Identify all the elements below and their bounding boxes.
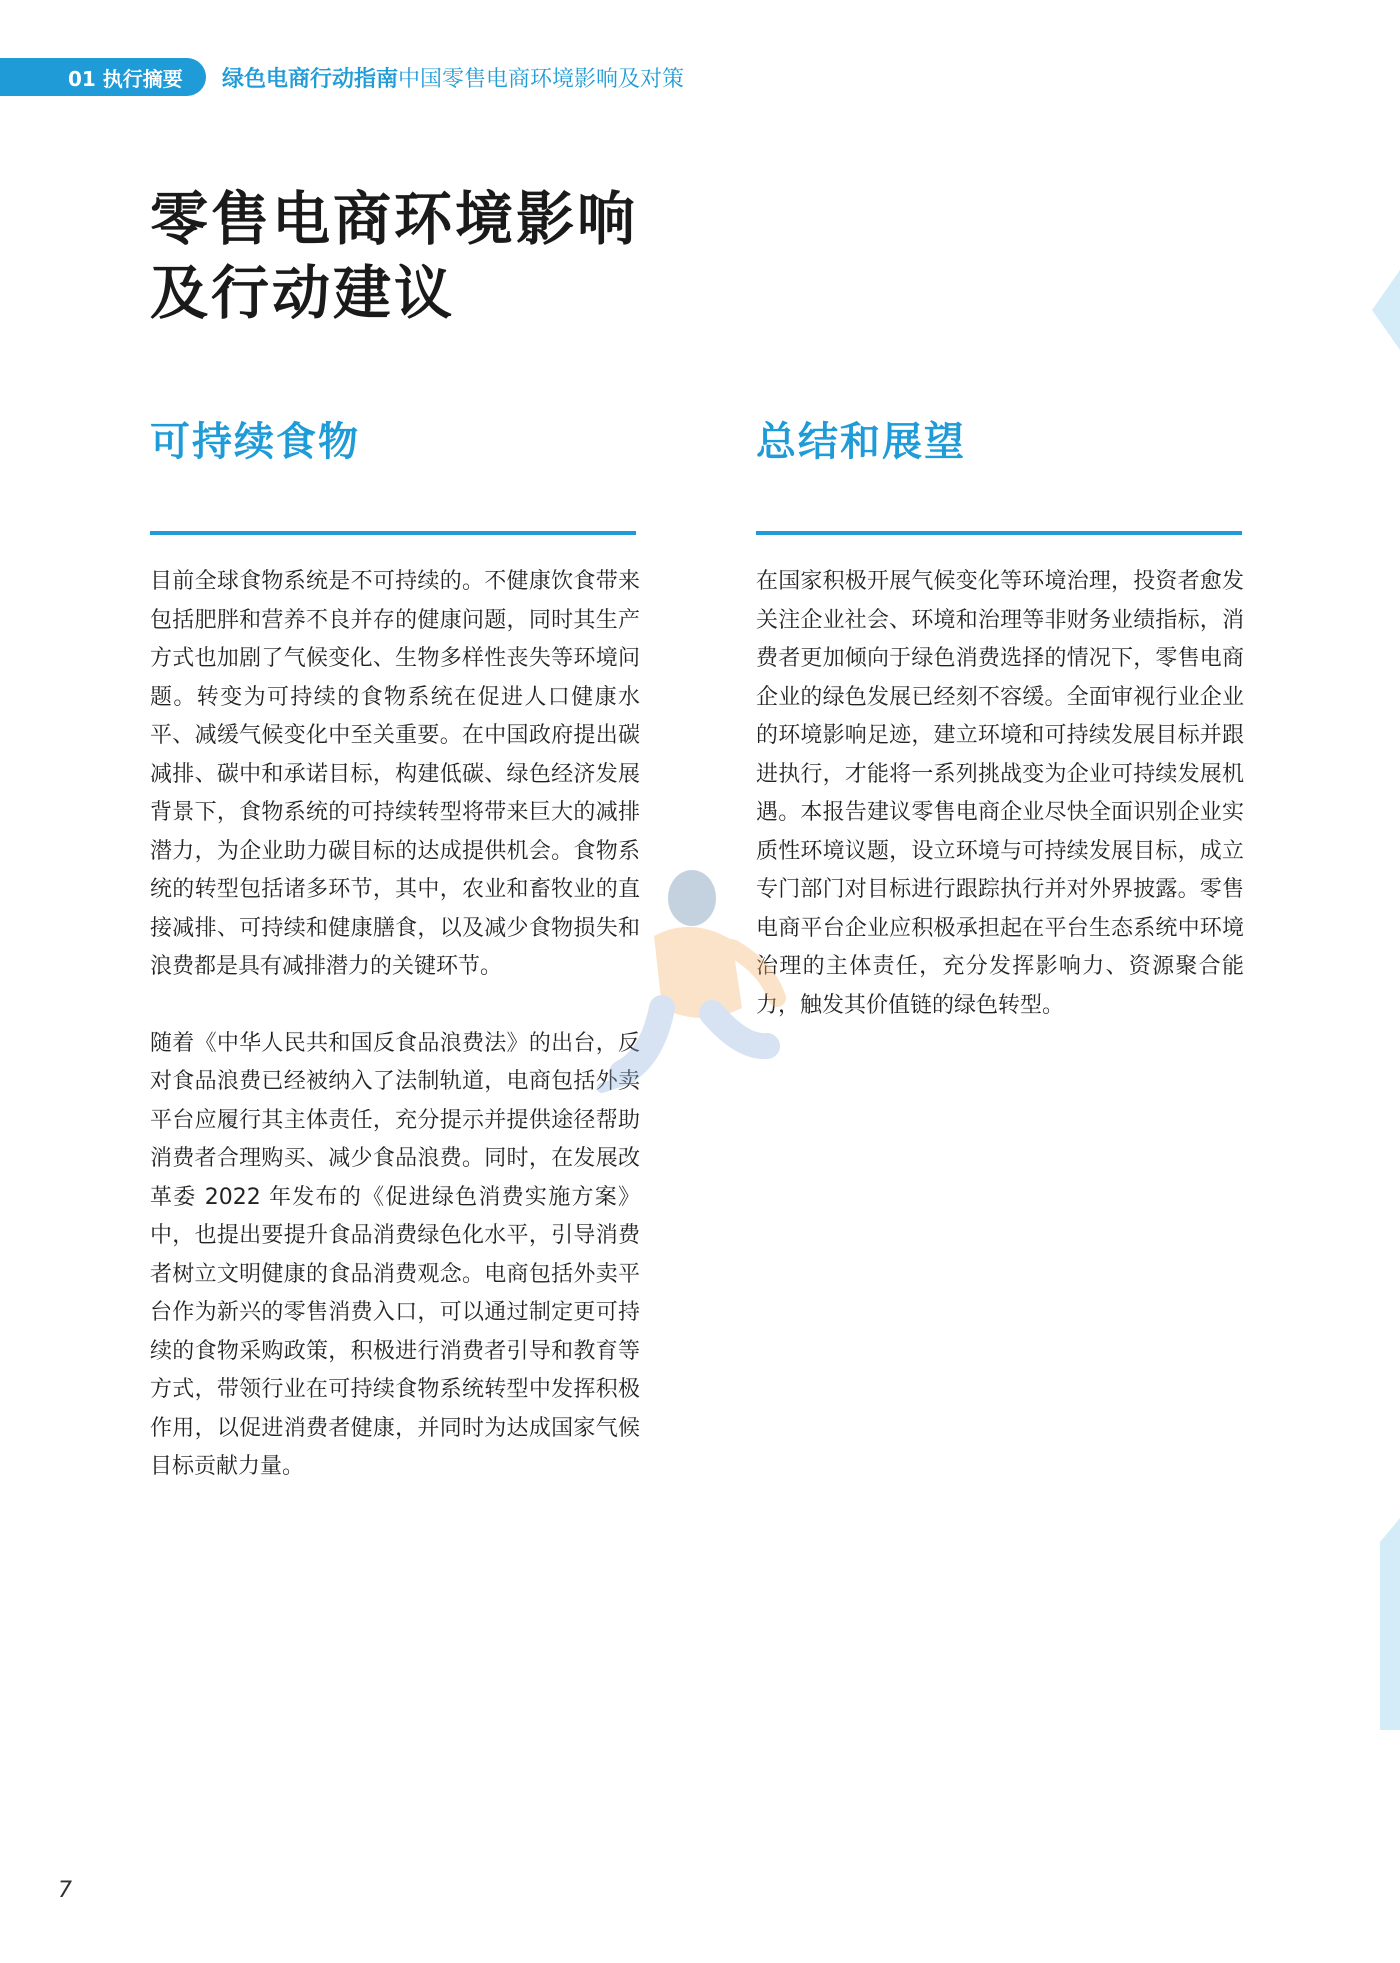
right-section-body [756, 563, 1244, 1025]
page-title [150, 182, 638, 330]
page-title-line-2: 及行动建议 [150, 259, 456, 327]
left-paragraph-2: 随着《中华人民共和国反食品浪费法》的出台，反对食品浪费已经被纳入了法制轨道，电商包括外卖平台应履行其主体责任，充分提示并提供途径帮助消费者合理购买、减少食品浪费。同时，在发展改革委 2022 年发布的《促进绿色消费实施方案》中，也提出要提升食品消费绿色化水平，引导消费者树立文明健康的食品消费观念。电商包括外卖平台作为新兴的零售消费入口，可以通过制定更可持续的食物采购政策，积极进行消费者引导和教育等方式，带领行业在可持续食物系统转型中发挥积极作用，以促进消费者健康，并同时为达成国家气候目标贡献力量。 [150, 1030, 640, 1479]
report-title: 绿色电商行动指南 [222, 66, 399, 92]
left-section-body [150, 563, 640, 1487]
right-paragraph-1: 在国家积极开展气候变化等环境治理，投资者愈发关注企业社会、环境和治理等非财务业绩指标，消费者更加倾向于绿色消费选择的情况下，零售电商企业的绿色发展已经刻不容缓。全面审视行业企业的环境影响足迹，建立环境和可持续发展目标并跟进执行，才能将一系列挑战变为企业可持续发展机遇。本报告建议零售电商企业尽快全面识别企业实质性环境议题，设立环境与可持续发展目标，成立专门部门对目标进行跟踪执行并对外界披露。零售电商平台企业应积极承担起在平台生态系统中环境治理的主体责任，充分发挥影响力、资源聚合能力，触发其价值链的绿色转型。 [756, 569, 1244, 1018]
right-section-rule [756, 531, 1242, 535]
edge-chevron-decoration [1372, 270, 1400, 350]
report-subtitle: 中国零售电商环境影响及对策 [398, 66, 685, 92]
right-section-heading: 总结和展望 [756, 419, 966, 465]
left-paragraph-1: 目前全球食物系统是不可持续的。不健康饮食带来包括肥胖和营养不良并存的健康问题，同时其生产方式也加剧了气候变化、生物多样性丧失等环境问题。转变为可持续的食物系统在促进人口健康水平、减缓气候变化中至关重要。在中国政府提出碳减排、碳中和承诺目标，构建低碳、绿色经济发展背景下，食物系统的可持续转型将带来巨大的减排潜力，为企业助力碳目标的达成提供机会。食物系统的转型包括诸多环节，其中，农业和畜牧业的直接减排、可持续和健康膳食，以及减少食物损失和浪费都是具有减排潜力的关键环节。 [150, 569, 640, 979]
left-section-rule [150, 531, 636, 535]
section-tab: 01 执行摘要 [0, 58, 206, 96]
report-header [222, 60, 684, 94]
edge-bar-decoration [1380, 1518, 1400, 1730]
running-person-illustration [592, 858, 792, 1098]
page-title-line-1: 零售电商环境影响 [150, 185, 639, 253]
left-section-heading: 可持续食物 [150, 419, 360, 465]
page-number: 7 [58, 1878, 72, 1903]
